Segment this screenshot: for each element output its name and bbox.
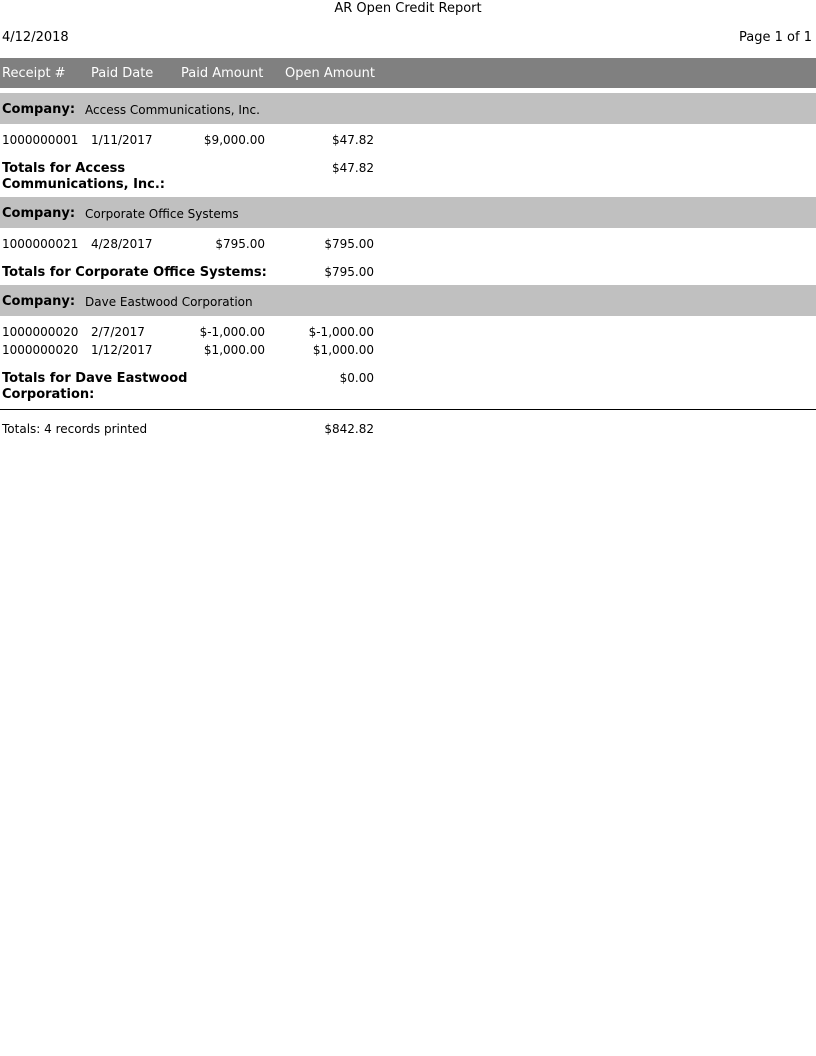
table-row bbox=[0, 343, 816, 361]
open-amount: $-1,000.00 bbox=[308, 325, 374, 339]
open-amount: $1,000.00 bbox=[312, 343, 374, 357]
table-row bbox=[0, 325, 816, 343]
paid-amount: $795.00 bbox=[215, 237, 265, 251]
paid-date: 4/28/2017 bbox=[91, 237, 153, 251]
column-header-paid-amount: Paid Amount bbox=[181, 66, 264, 81]
company-label: Company: bbox=[2, 102, 76, 117]
report-title: AR Open Credit Report bbox=[334, 1, 482, 16]
company-group-header bbox=[0, 285, 816, 316]
company-label: Company: bbox=[2, 294, 76, 309]
subtotal-amount: $795.00 bbox=[324, 265, 374, 279]
page-number: Page 1 of 1 bbox=[739, 30, 812, 45]
paid-date: 2/7/2017 bbox=[91, 325, 145, 339]
open-amount: $47.82 bbox=[332, 133, 374, 147]
subtotal-amount: $0.00 bbox=[339, 371, 374, 385]
paid-amount: $-1,000.00 bbox=[199, 325, 265, 339]
table-row bbox=[0, 237, 816, 255]
paid-amount: $1,000.00 bbox=[203, 343, 265, 357]
grand-total-label: Totals: 4 records printed bbox=[2, 422, 148, 436]
column-header-open-amount: Open Amount bbox=[285, 66, 375, 81]
print-date: 4/12/2018 bbox=[2, 30, 69, 45]
table-row bbox=[0, 133, 816, 151]
column-header-paid-date: Paid Date bbox=[91, 66, 154, 81]
company-label: Company: bbox=[2, 206, 76, 221]
subtotal-label: Totals for Corporate Office Systems: bbox=[2, 265, 267, 280]
receipt-number: 1000000020 bbox=[2, 325, 79, 339]
grand-total-amount: $842.82 bbox=[324, 422, 374, 436]
receipt-number: 1000000001 bbox=[2, 133, 79, 147]
paid-amount: $9,000.00 bbox=[203, 133, 265, 147]
grand-total-divider bbox=[0, 409, 816, 410]
paid-date: 1/12/2017 bbox=[91, 343, 153, 357]
receipt-number: 1000000021 bbox=[2, 237, 79, 251]
column-header-bar bbox=[0, 58, 816, 88]
company-group-header bbox=[0, 197, 816, 228]
company-name: Dave Eastwood Corporation bbox=[85, 295, 253, 309]
subtotal-amount: $47.82 bbox=[332, 161, 374, 175]
subtotal-label: Totals for Access Communications, Inc.: bbox=[2, 161, 166, 192]
column-header-receipt: Receipt # bbox=[2, 66, 66, 81]
paid-date: 1/11/2017 bbox=[91, 133, 153, 147]
company-name: Access Communications, Inc. bbox=[85, 103, 260, 117]
open-amount: $795.00 bbox=[324, 237, 374, 251]
subtotal-label: Totals for Dave Eastwood Corporation: bbox=[2, 371, 188, 402]
company-group-header bbox=[0, 93, 816, 124]
company-name: Corporate Office Systems bbox=[85, 207, 239, 221]
receipt-number: 1000000020 bbox=[2, 343, 79, 357]
